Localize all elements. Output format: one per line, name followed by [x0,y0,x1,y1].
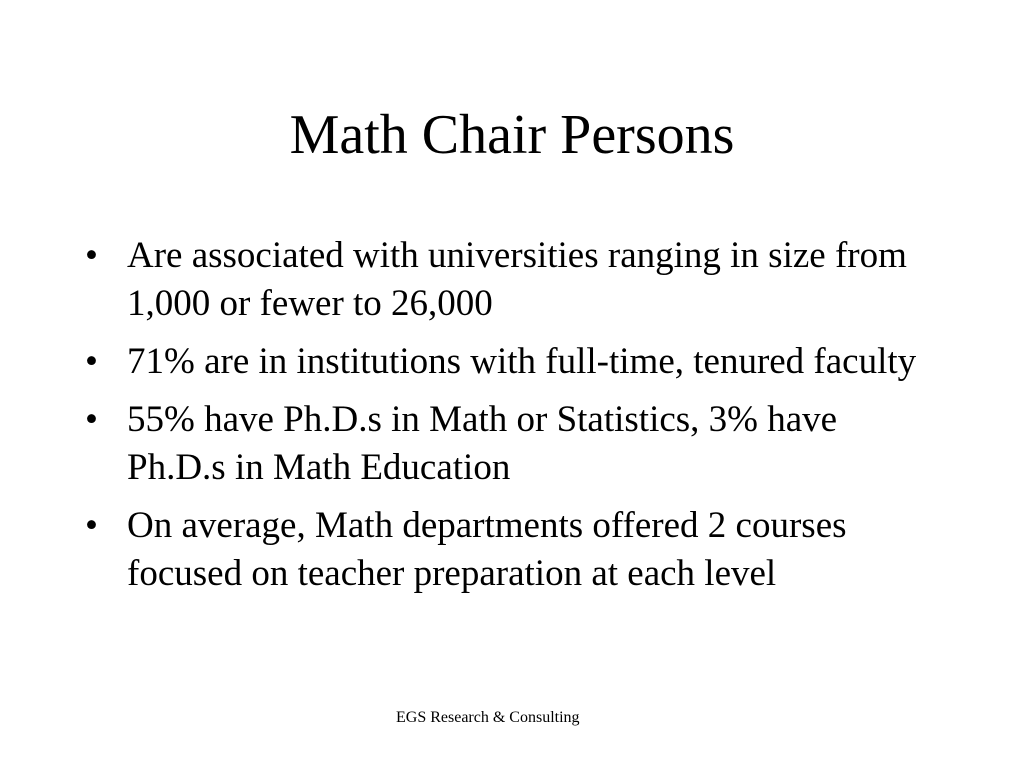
bullet-icon: • [85,505,98,546]
slide-title: Math Chair Persons [289,104,735,166]
bullet-text: On average, Math departments offered 2 courses focused on teacher preparation at each level [127,505,847,594]
list-item [85,338,945,386]
slide-footer: EGS Research & Consulting [396,709,580,726]
bullet-icon: • [85,341,98,382]
bullet-list [85,232,945,608]
bullet-icon: • [85,235,98,276]
bullet-text: Are associated with universities ranging in size from 1,000 or fewer to 26,000 [127,235,907,324]
bullet-text: 71% are in institutions with full-time, tenured faculty [127,341,917,382]
list-item [85,396,945,492]
bullet-icon: • [85,399,98,440]
list-item [85,232,945,328]
bullet-text: 55% have Ph.D.s in Math or Statistics, 3% have Ph.D.s in Math Education [127,399,838,488]
list-item [85,502,945,598]
